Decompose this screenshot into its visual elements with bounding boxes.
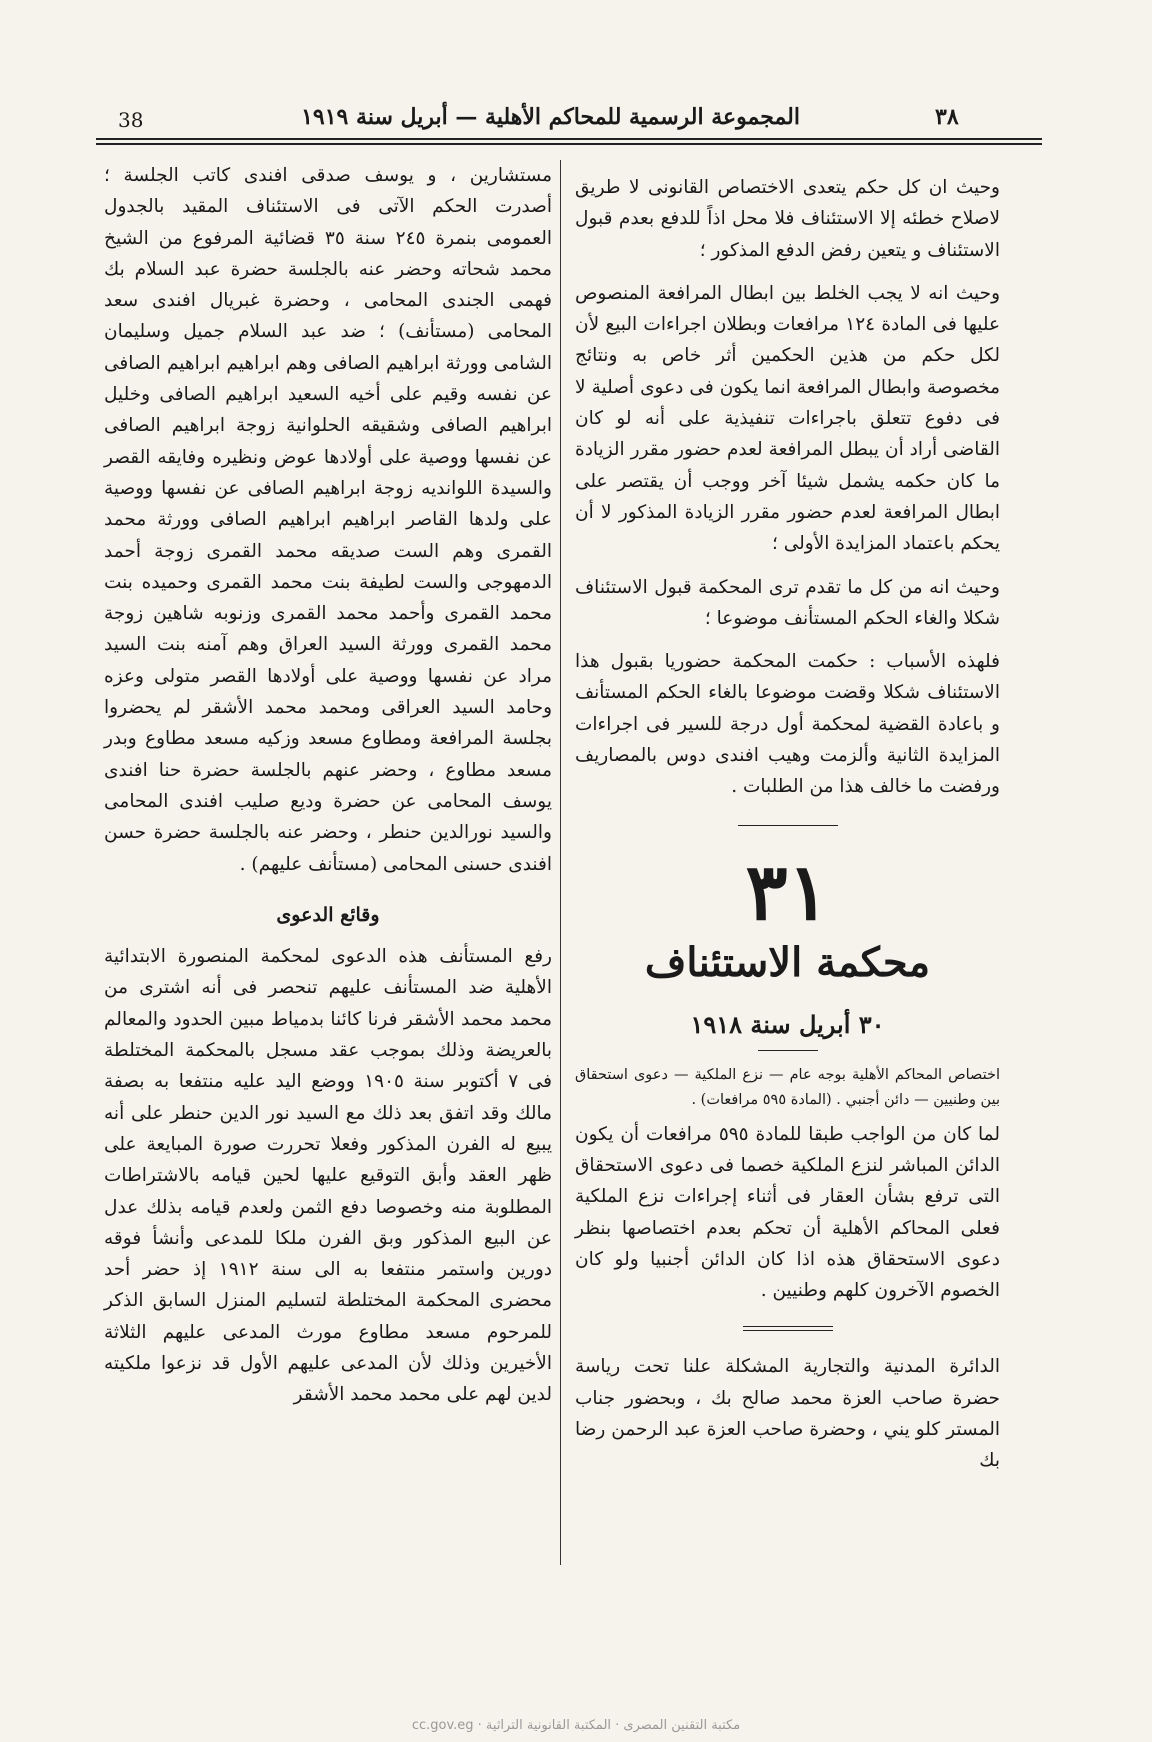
section-separator — [738, 825, 838, 826]
left-paragraph-facts: رفع المستأنف هذه الدعوى لمحكمة المنصورة الابتدائية الأهلية ضد المستأنف عليهم تنحصر فى أنه اشترى من محمد محمد الأشقر فرنا كائنا بدمياط مبين الحدود والمعالم بالعريضة وذلك بموجب عقد مسجل بالمحكمة المختلطة فى ٧ أكتوبر سنة ١٩٠٥ ووضع اليد عليه منتفعا به بصفة مالك وقد اتفق بعد ذلك مع السيد نور الدين حنطر على أنه يبيع له الفرن المذكور وفعلا تحررت صورة المبايعة على ظهر العقد وأبق التوقيع عليها لحين قيامه بالاشتراطات المطلوبة منه وخصوصا دفع الثمن ولعدم قيامه بذلك عدل عن البيع المذكور وبق الفرن ملكا للمدعى وأنشأ فوقه دورين واستمر منتفعا به الى سنة ١٩١٢ إذ حضر أحد محضرى المحكمة المختلطة لتسليم المنزل السابق الذكر للمرحوم مسعد مطاوع مورث المدعى عليهم الثلاثة الأخيرين وذلك لأن المدعى عليهم الأول قد نزعوا ملكيته لدين لهم على محمد محمد الأشقر — [104, 946, 552, 1406]
case-date: ٣٠ أبريل سنة ١٩١٨ — [690, 1009, 885, 1039]
legal-principle: لما كان من الواجب طبقا للمادة ٥٩٥ مرافعات أن يكون الدائن المباشر لنزع الملكية خصما فى دعوى الاستحقاق التى ترفع بشأن العقار فى أثناء إجراءات نزع الملكية فعلى المحاكم الأهلية أن تحكم بعدم اختصاصها بنظر دعوى الاستحقاق هذه اذا كان الدائن أجنبيا ولو كان الخصوم الآخرون كلهم وطنيين . — [575, 1123, 1000, 1302]
page-number-latin: 38 — [118, 108, 144, 132]
case-headnote: اختصاص المحاكم الأهلية بوجه عام — نزع الملكية — دعوى استحقاق بين وطنيين — دائن أجنبي . (المادة ٥٩٥ مرافعات) . — [575, 1066, 1000, 1108]
page-number-arabic: ٣٨ — [935, 104, 959, 130]
column-divider — [560, 160, 561, 1565]
right-paragraph-3: وحيث انه من كل ما تقدم ترى المحكمة قبول الاستئناف شكلا والغاء الحكم المستأنف موضوعا ؛ — [575, 576, 1000, 629]
left-paragraph-parties: مستشارين ، و يوسف صدقى افندى كاتب الجلسة ؛ أصدرت الحكم الآتى فى الاستئناف المقيد بالجدول العمومى بنمرة ٢٤٥ سنة ٣٥ قضائية المرفوع من الشيخ محمد شحاته وحضر عنه بالجلسة حضرة عبد السلام بك فهمى الجندى المحامى ، وحضرة غبريال افندى سعد المحامى (مستأنف) ؛ ضد عبد السلام جميل وسليمان الشامى وورثة ابراهيم الصافى وهم ابراهيم ابراهيم الصافى عن نفسه وقيم على أخيه السعيد ابراهيم الصافى وخليل ابراهيم الصافى وشقيقه الحلوانية زوجة ابراهيم الصافى عن نفسها ووصية على أولادها عوض ونظيره وفايقه القصر والسيدة اللوانديه زوجة ابراهيم الصافى عن نفسها ووصية على ولدها القاصر ابراهيم ابراهيم الصافى وورثة محمد القمرى وهم الست صديقه محمد القمرى زوجة أحمد الدمهوجى والست لطيفة بنت محمد القمرى وحميده بنت محمد القمرى وأحمد محمد القمرى وزنوبه شاهين زوجة محمد القمرى وورثة السيد العراق وهم آمنه بنت السيد مراد عن نفسها ووصية على أولادها القصر متولى وعزه وحامد السيد العراقى ومحمد محمد الأشقر لم يحضروا بجلسة المرافعة ومطاوع مسعد وزكيه مسعد مطاوع وبدر مسعد مطاوع ، وحضر عنهم بالجلسة حضرة حنا افندى يوسف المحامى عن حضرة وديع صليب افندى المحامى والسيد نورالدين حنطر ، وحضر عنه بالجلسة حضرة حسن افندى حسنى المحامى (مستأنف عليهم) . — [104, 165, 552, 875]
header-rule-top — [96, 138, 1042, 140]
header-rule-bottom — [96, 143, 1042, 145]
right-column — [575, 172, 1000, 1572]
right-paragraph-2: وحيث انه لا يجب الخلط بين ابطال المرافعة المنصوص عليها فى المادة ١٢٤ مرافعات وبطلان اجراءات البيع لأن لكل حكم من هذين الحكمين أثر خاص به ونتائج مخصوصة وابطال المرافعة انما يكون فى دعوى أصلية لا فى دفوع تتعلق باجراءات تنفيذية على أنه لو كان القاضى أراد أن يبطل المرافعة لعدم حضور مقرر الزيادة ما كان حكمه يشمل شيئا آخر ووجب أن يقتصر على ابطال المرافعة لعدم حضور مقرر الزيادة المذكور لا أن يحكم باعتماد المزايدة الأولى ؛ — [575, 282, 1001, 555]
date-underline — [758, 1050, 818, 1051]
right-paragraph-1: وحيث ان كل حكم يتعدى الاختصاص القانونى لا طريق لاصلاح خطئه إلا الاستئناف فلا محل اذاً للدفع بعدم قبول الاستئناف و يتعين رفض الدفع المذكور ؛ — [575, 177, 1000, 261]
double-separator — [743, 1326, 833, 1331]
footer-watermark-text: cc.gov.eg · مكتبة التقنين المصرى · المكتبة القانونية التراثية — [411, 1718, 741, 1733]
court-bench: الدائرة المدنية والتجارية المشكلة علنا تحت رياسة حضرة صاحب العزة محمد صالح بك ، وبحضور جناب المستر كلو يني ، وحضرة صاحب العزة عبد الرحمن رضا بك — [575, 1356, 1000, 1472]
left-column — [104, 160, 552, 1560]
case-number: ٣١ — [745, 846, 830, 938]
right-paragraph-verdict: فلهذه الأسباب : حكمت المحكمة حضوريا بقبول هذا الاستئناف شكلا وقضت موضوعا بالغاء الحكم المستأنف و باعادة القضية لمحكمة أول درجة للسير فى اجراءات المزايدة الثانية وألزمت وهيب افندى دوس بالمصاريف ورفضت ما خالف هذا من الطلبات . — [575, 651, 1000, 798]
court-name: محكمة الاستئناف — [644, 938, 931, 986]
running-header-title: المجموعة الرسمية للمحاكم الأهلية — أبريل سنة ١٩١٩ — [301, 104, 800, 130]
subheading-case-facts: وقائع الدعوى — [276, 903, 380, 926]
